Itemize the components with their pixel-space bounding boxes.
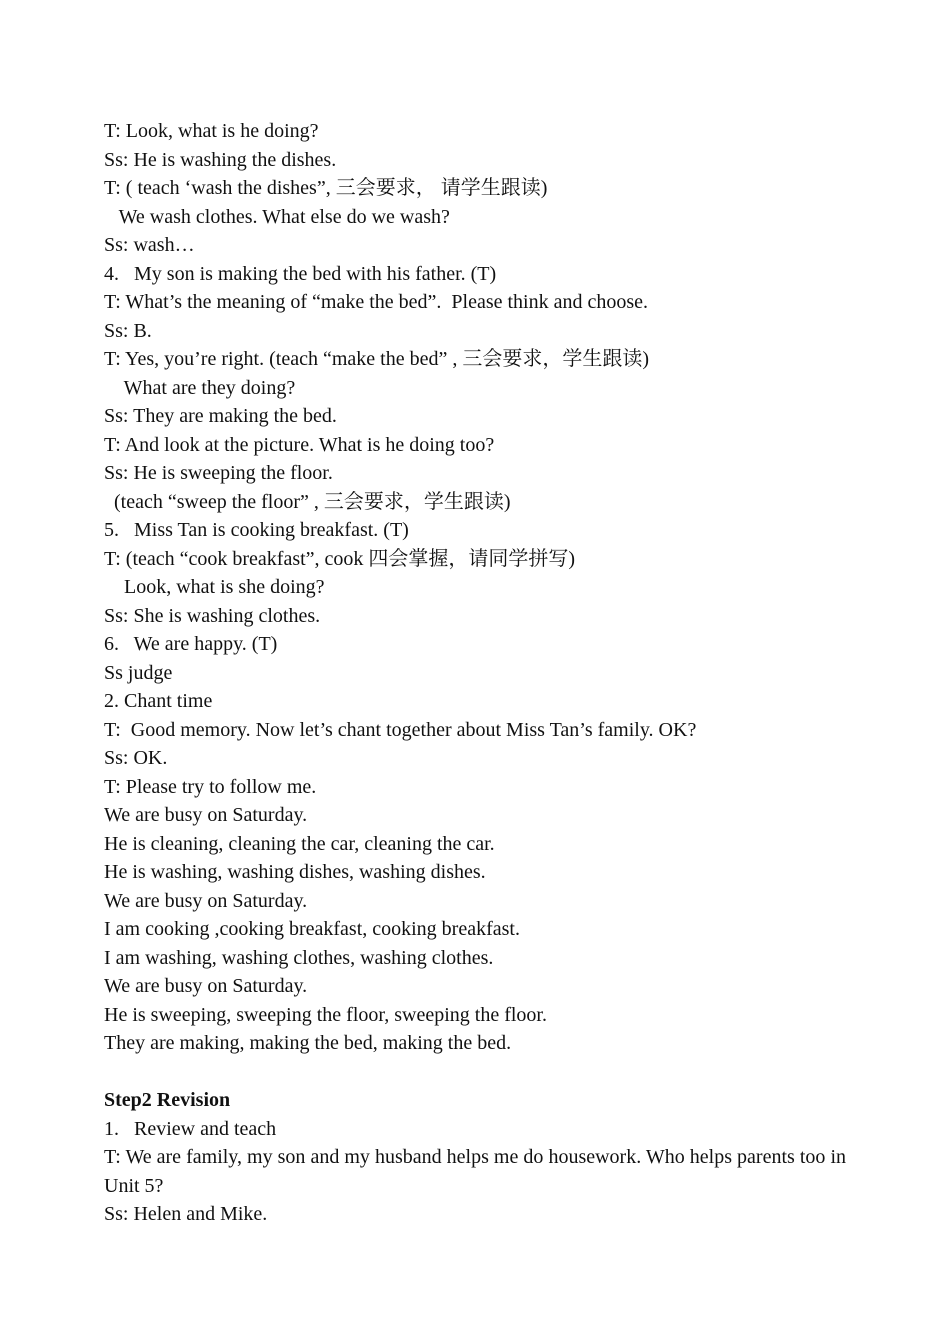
text-line: T: ( teach ‘wash the dishes”, 三会要求， 请学生跟读) [104, 177, 548, 199]
text-line: T: (teach “cook breakfast”, cook 四会掌握，请同学拼写) [104, 547, 576, 570]
text-line: Ss judge [104, 661, 173, 684]
text-line: We wash clothes. What else do we wash? [104, 205, 450, 228]
text-line: 6. We are happy. (T) [104, 633, 278, 655]
text-line: Ss: Helen and Mike. [104, 1203, 268, 1225]
text-line: T: And look at the picture. What is he doing too? [104, 433, 495, 456]
chant-line: He is cleaning, cleaning the car, cleaning the car. [104, 832, 495, 855]
text-line: 4. My son is making the bed with his father. (T) [104, 262, 497, 285]
text-line: Ss: B. [104, 319, 152, 342]
chant-line: I am cooking ,cooking breakfast, cooking breakfast. [104, 918, 520, 940]
text-line: T: Please try to follow me. [104, 775, 317, 798]
text-line: What are they doing? [104, 376, 296, 399]
chant-line: We are busy on Saturday. [104, 975, 308, 997]
text-line: T: Good memory. Now let’s chant together about Miss Tan’s family. OK? [104, 718, 697, 741]
text-line: Ss: wash… [104, 234, 195, 256]
paragraph: T: We are family, my son and my husband helps me do housework. Who helps parents too in Unit 5? [104, 1146, 846, 1197]
text-line: 1. Review and teach [104, 1117, 277, 1140]
text-line: Look, what is she doing? [104, 576, 325, 598]
document-page [104, 117, 846, 1229]
blank-line [104, 1058, 846, 1087]
text-line: Ss: He is sweeping the floor. [104, 462, 333, 484]
text-line: Ss: He is washing the dishes. [104, 148, 337, 171]
chant-line: I am washing, washing clothes, washing clothes. [104, 946, 494, 969]
chant-line: He is washing, washing dishes, washing dishes. [104, 861, 486, 883]
text-line: 2. Chant time [104, 690, 213, 712]
text-line: Ss: She is washing clothes. [104, 604, 321, 627]
text-line: (teach “sweep the floor” , 三会要求，学生跟读) [104, 490, 511, 513]
section-heading: Step2 Revision [104, 1089, 231, 1111]
chant-line: We are busy on Saturday. [104, 804, 308, 826]
chant-line: They are making, making the bed, making the bed. [104, 1032, 512, 1054]
text-line: T: Look, what is he doing? [104, 120, 319, 142]
chant-line: He is sweeping, sweeping the floor, sweeping the floor. [104, 1003, 547, 1026]
text-line: Ss: OK. [104, 747, 168, 769]
text-line: T: Yes, you’re right. (teach “make the bed” , 三会要求，学生跟读) [104, 348, 649, 370]
text-line: Ss: They are making the bed. [104, 405, 337, 427]
text-line: 5. Miss Tan is cooking breakfast. (T) [104, 519, 409, 541]
chant-line: We are busy on Saturday. [104, 889, 308, 912]
text-line: T: What’s the meaning of “make the bed”. Please think and choose. [104, 291, 649, 313]
